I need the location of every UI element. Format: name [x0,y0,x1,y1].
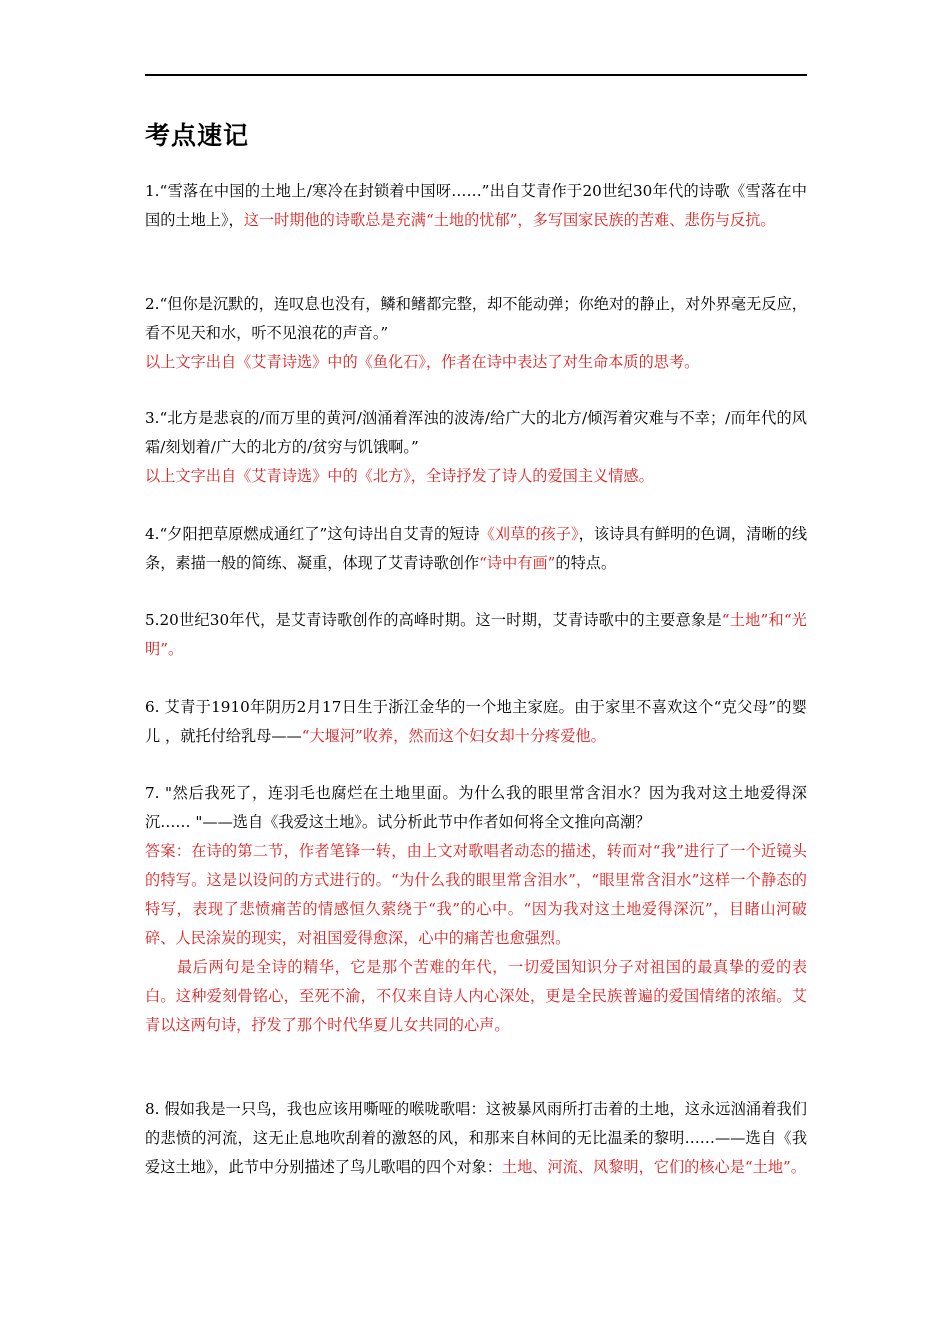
answer-text: 答案：在诗的第二节，作者笔锋一转，由上文对歌唱者动态的描述，转而对“我”进行了一个近镜头的特写。这是以设问的方式进行的。“为什么我的眼里常含泪水”，“眼里常含泪水”这样一个静态的特写，表现了悲愤痛苦的情感恒久萦绕于“我”的心中。“因为我对这土地爱得深沉”，目睹山河破碎、人民涂炭的现实，对祖国爱得愈深，心中的痛苦也愈强烈。 [145,842,807,947]
note-text: 1.“雪落在中国的土地上/寒冷在封锁着中国呀……”出自艾青作于20世纪30年代的诗歌《雪落在中国的土地上》， [145,182,807,229]
answer-paragraph-2: 最后两句是全诗的精华，它是那个苦难的年代，一切爱国知识分子对祖国的最真挚的爱的表白。这种爱刻骨铭心，至死不渝，不仅来自诗人内心深处，更是全民族普遍的爱国情绪的浓缩。艾青以这两句诗，抒发了那个时代华夏儿女共同的心声。 [145,958,807,1034]
note-item-4 [145,520,807,578]
note-item-3 [145,404,807,491]
note-text: 5.20世纪30年代，是艾青诗歌创作的高峰时期。这一时期，艾青诗歌中的主要意象是 [145,611,722,629]
top-divider [145,74,807,76]
note-highlight: 这一时期他的诗歌总是充满“土地的忧郁”，多写国家民族的苦难、悲伤与反抗。 [243,211,776,229]
note-highlight: 《刈草的孩子》 [479,525,579,543]
note-item-7 [145,779,807,1040]
note-highlight: “土地”和“光明”。 [145,611,807,658]
note-item-2 [145,290,807,377]
note-highlight: 以上文字出自《艾青诗选》中的《鱼化石》，作者在诗中表达了对生命本质的思考。 [145,353,700,371]
note-text: 7. "然后我死了，连羽毛也腐烂在土地里面。为什么我的眼里常含泪水？因为我对这土地爱得深沉…… "——选自《我爱这土地》。试分析此节中作者如何将全文推向高潮？ [145,784,807,831]
page-title: 考点速记 [145,121,250,150]
note-highlight: 以上文字出自《艾青诗选》中的《北方》，全诗抒发了诗人的爱国主义情感。 [145,467,654,485]
note-text: 6. 艾青于1910年阴历2月17日生于浙江金华的一个地主家庭。由于家里不喜欢这个“克父母”的婴儿 ，就托付给乳母—— [145,698,807,745]
note-item-5 [145,606,807,664]
note-text: 2.“但你是沉默的，连叹息也没有，鳞和鳍都完整，却不能动弹；你绝对的静止，对外界毫无反应，看不见天和水，听不见浪花的声音。” [145,295,807,342]
note-item-6 [145,693,807,751]
note-text: 8. 假如我是一只鸟，我也应该用嘶哑的喉咙歌唱：这被暴风雨所打击着的土地，这永远汹涌着我们的悲愤的河流，这无止息地吹刮着的激怒的风，和那来自林间的无比温柔的黎明……——选自《我爱这土地》，此节中分别描述了鸟儿歌唱的四个对象： [145,1100,807,1176]
note-text: 3.“北方是悲哀的/而万里的黄河/汹涌着浑浊的波涛/给广大的北方/倾泻着灾难与不幸；/而年代的风霜/刻划着/广大的北方的/贫穷与饥饿啊。” [145,409,807,456]
note-highlight: “诗中有画” [479,554,556,572]
note-text: 的特点。 [555,554,617,572]
note-item-8 [145,1095,807,1182]
note-highlight: “大堰河”收养，然而这个妇女却十分疼爱他。 [301,727,606,745]
note-text: 4.“夕阳把草原燃成通红了”这句诗出自艾青的短诗 [145,525,480,543]
note-highlight: 土地、河流、风黎明，它们的核心是“土地”。 [501,1158,806,1176]
note-text: ，该诗具有鲜明的色调，清晰的线条，素描一般的简练、凝重，体现了艾青诗歌创作 [145,525,808,572]
note-item-1 [145,177,807,235]
